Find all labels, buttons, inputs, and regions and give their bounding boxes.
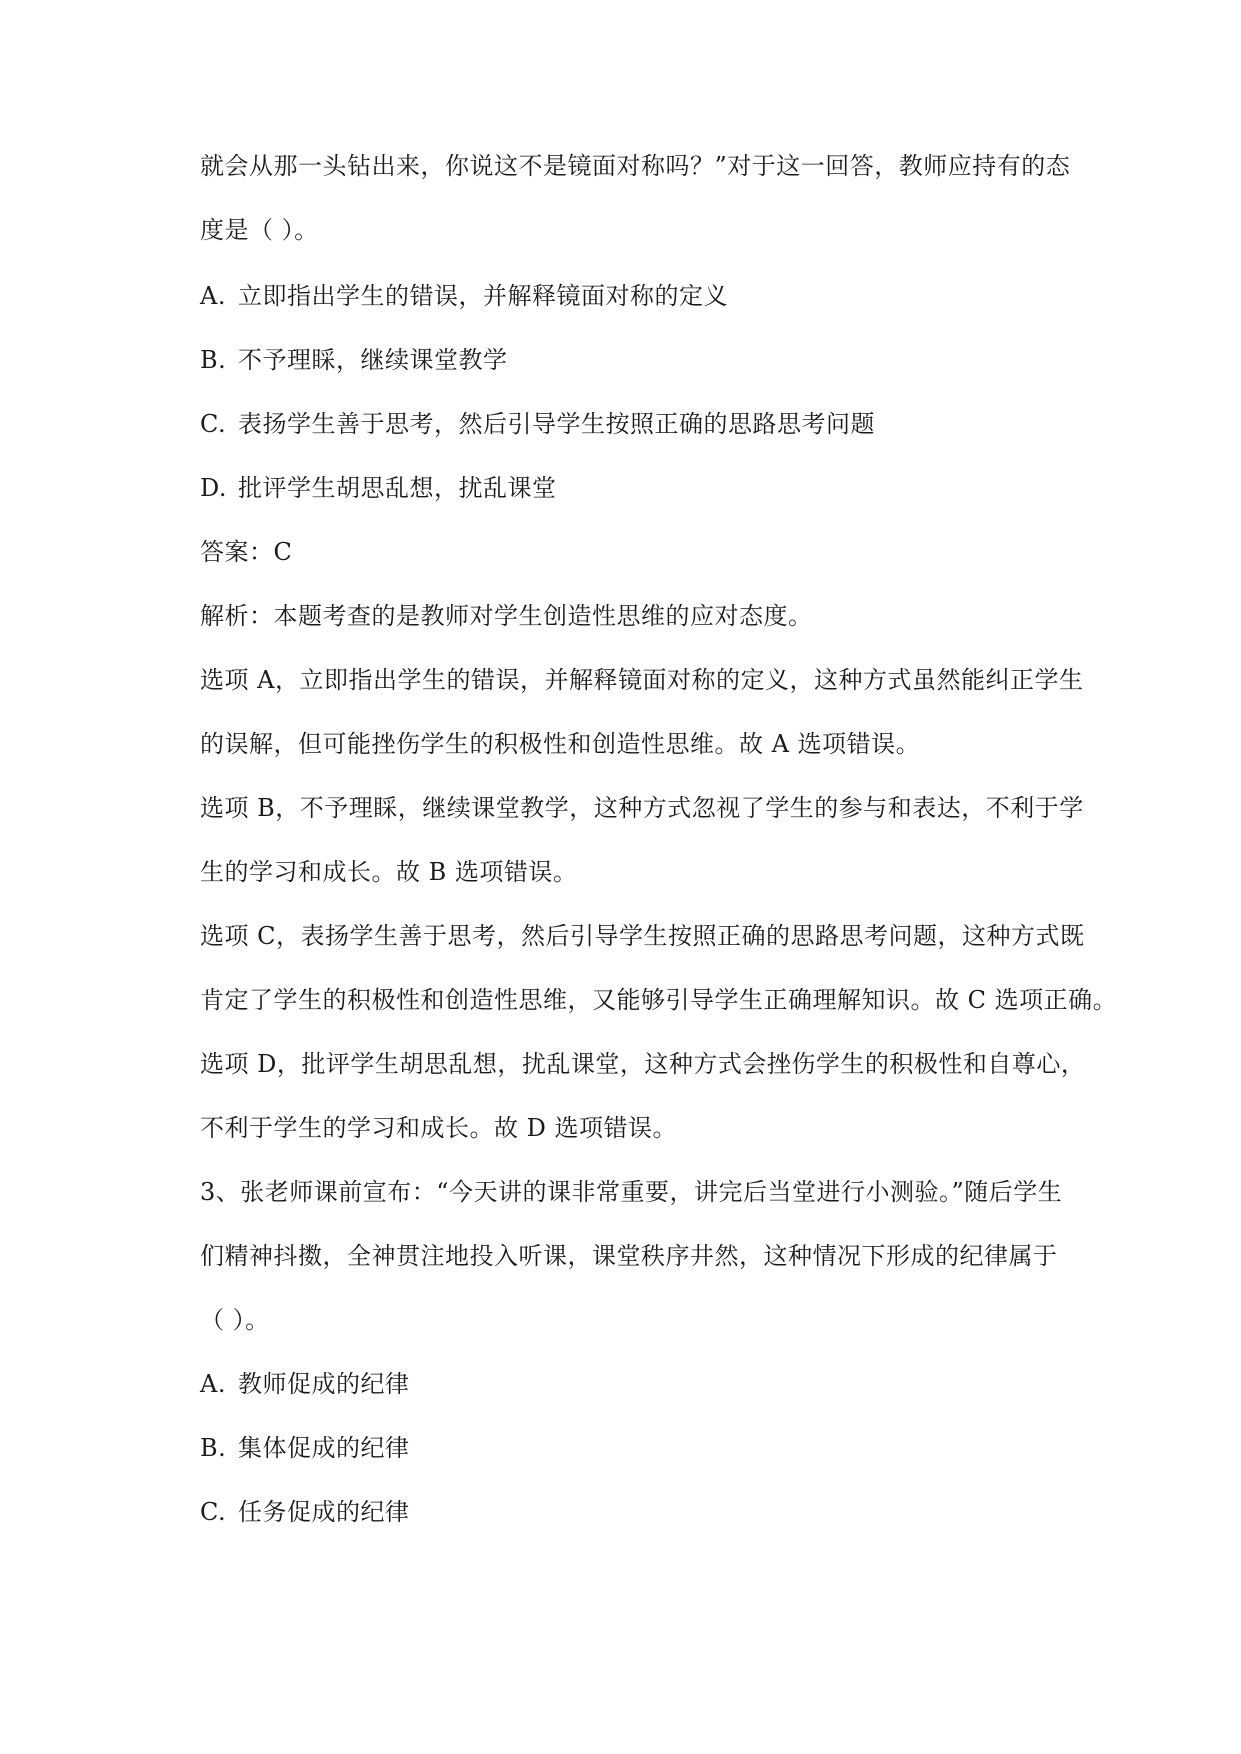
explanation-b-line1: 选项 B，不予理睬，继续课堂教学，这种方式忽视了学生的参与和表达，不利于学: [200, 794, 1084, 822]
option-letter: B.: [200, 1434, 227, 1462]
option-text: 集体促成的纪律: [238, 1434, 410, 1462]
option-text: 立即指出学生的错误，并解释镜面对称的定义: [238, 282, 728, 310]
option-letter: A.: [200, 1370, 226, 1398]
question3-stem-line1: 3、张老师课前宣布：“今天讲的课非常重要，讲完后当堂进行小测验。”随后学生: [200, 1178, 1063, 1206]
question2-analysis: 解析：本题考查的是教师对学生创造性思维的应对态度。: [200, 602, 813, 630]
option-text: 教师促成的纪律: [238, 1370, 410, 1398]
question3-option-a: [200, 1368, 410, 1400]
explanation-c-line1: 选项 C，表扬学生善于思考，然后引导学生按照正确的思路思考问题，这种方式既: [200, 922, 1085, 950]
explanation-b-line2: 生的学习和成长。故 B 选项错误。: [200, 858, 578, 886]
question2-option-c: [200, 408, 875, 440]
option-letter: A.: [200, 282, 226, 310]
question3-option-c: [200, 1496, 410, 1528]
option-text: 任务促成的纪律: [238, 1498, 410, 1526]
option-letter: C.: [200, 410, 227, 438]
question2-option-d: [200, 472, 557, 504]
option-text: 不予理睬，继续课堂教学: [238, 346, 508, 374]
option-letter: D.: [200, 474, 228, 502]
question3-stem-line3: （ ）。: [200, 1306, 270, 1334]
option-letter: B.: [200, 346, 227, 374]
option-text: 批评学生胡思乱想，扰乱课堂: [238, 474, 557, 502]
question2-option-b: [200, 344, 508, 376]
explanation-c-line2: 肯定了学生的积极性和创造性思维，又能够引导学生正确理解知识。故 C 选项正确。: [200, 986, 1118, 1014]
option-text: 表扬学生善于思考，然后引导学生按照正确的思路思考问题: [238, 410, 875, 438]
question2-option-a: [200, 280, 728, 312]
question2-answer: 答案：C: [200, 538, 293, 566]
question2-stem-line2: 度是（ ）。: [200, 216, 319, 244]
explanation-a-line1: 选项 A，立即指出学生的错误，并解释镜面对称的定义，这种方式虽然能纠正学生: [200, 666, 1084, 694]
explanation-d-line1: 选项 D，批评学生胡思乱想，扰乱课堂，这种方式会挫伤学生的积极性和自尊心，: [200, 1050, 1086, 1078]
question2-stem-line1: 就会从那一头钻出来，你说这不是镜面对称吗？”对于这一回答，教师应持有的态: [200, 152, 1071, 180]
explanation-d-line2: 不利于学生的学习和成长。故 D 选项错误。: [200, 1114, 677, 1142]
option-letter: C.: [200, 1498, 227, 1526]
question3-option-b: [200, 1432, 410, 1464]
explanation-a-line2: 的误解，但可能挫伤学生的积极性和创造性思维。故 A 选项错误。: [200, 730, 921, 758]
question3-stem-line2: 们精神抖擞，全神贯注地投入听课，课堂秩序井然，这种情况下形成的纪律属于: [200, 1242, 1058, 1270]
